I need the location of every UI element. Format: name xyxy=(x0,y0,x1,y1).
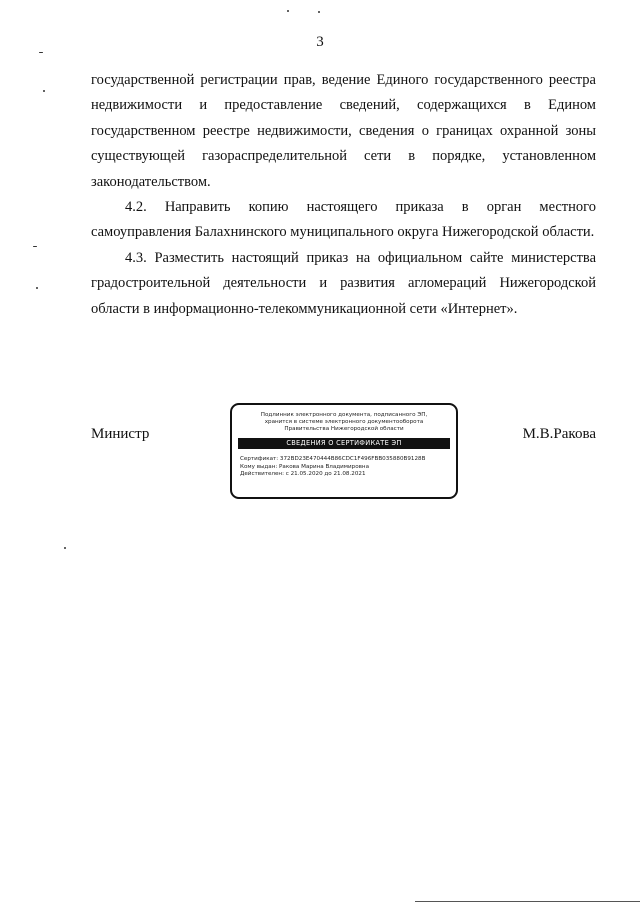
electronic-signature-stamp xyxy=(230,403,458,499)
scan-speck xyxy=(287,10,289,12)
paragraph-continuation: государственной регистрации прав, ведение Единого государственного реестра недвижимости и предоставление сведений, содержащихся в Едином государственном реестре недвижимости, сведения о границах охранной зоны существующей газораспределительной сети в порядке, установленном законодательством. xyxy=(91,72,596,190)
scan-speck xyxy=(43,90,45,92)
document-body xyxy=(91,68,596,322)
stamp-note xyxy=(238,412,450,433)
stamp-certificate: Сертификат: 372BD23E470444B86CDC1F496FBB035880B9128B xyxy=(240,456,426,462)
stamp-header: СВЕДЕНИЯ О СЕРТИФИКАТЕ ЭП xyxy=(238,438,450,449)
paragraph-4-3: 4.3. Разместить настоящий приказ на официальном сайте министерства градостроительной деятельности и развития агломераций Нижегородской области в информационно-телекоммуникационной сети «Интернет». xyxy=(91,249,596,317)
scan-speck xyxy=(39,52,43,53)
stamp-validity: Действителен: с 21.05.2020 до 21.08.2021 xyxy=(240,471,366,478)
stamp-note-line: Подлинник электронного документа, подписанного ЭП, xyxy=(260,412,428,418)
stamp-note-line: Правительства Нижегородской области xyxy=(284,426,404,432)
signer-name: М.В.Ракова xyxy=(522,426,596,442)
stamp-details xyxy=(240,456,456,479)
scan-speck xyxy=(36,287,38,289)
scan-speck xyxy=(64,547,66,549)
paragraph-4-2: 4.2. Направить копию настоящего приказа в орган местного самоуправления Балахнинского муниципального округа Нижегородской области. xyxy=(91,199,596,241)
scan-speck xyxy=(318,11,320,13)
signer-title: Министр xyxy=(91,426,150,442)
scan-edge-line xyxy=(415,901,640,902)
scan-speck xyxy=(33,246,37,247)
page-number: 3 xyxy=(316,34,324,50)
stamp-note-line: хранится в системе электронного документооборота xyxy=(264,419,424,425)
stamp-issued-to: Кому выдан: Ракова Марина Владимировна xyxy=(240,463,369,470)
